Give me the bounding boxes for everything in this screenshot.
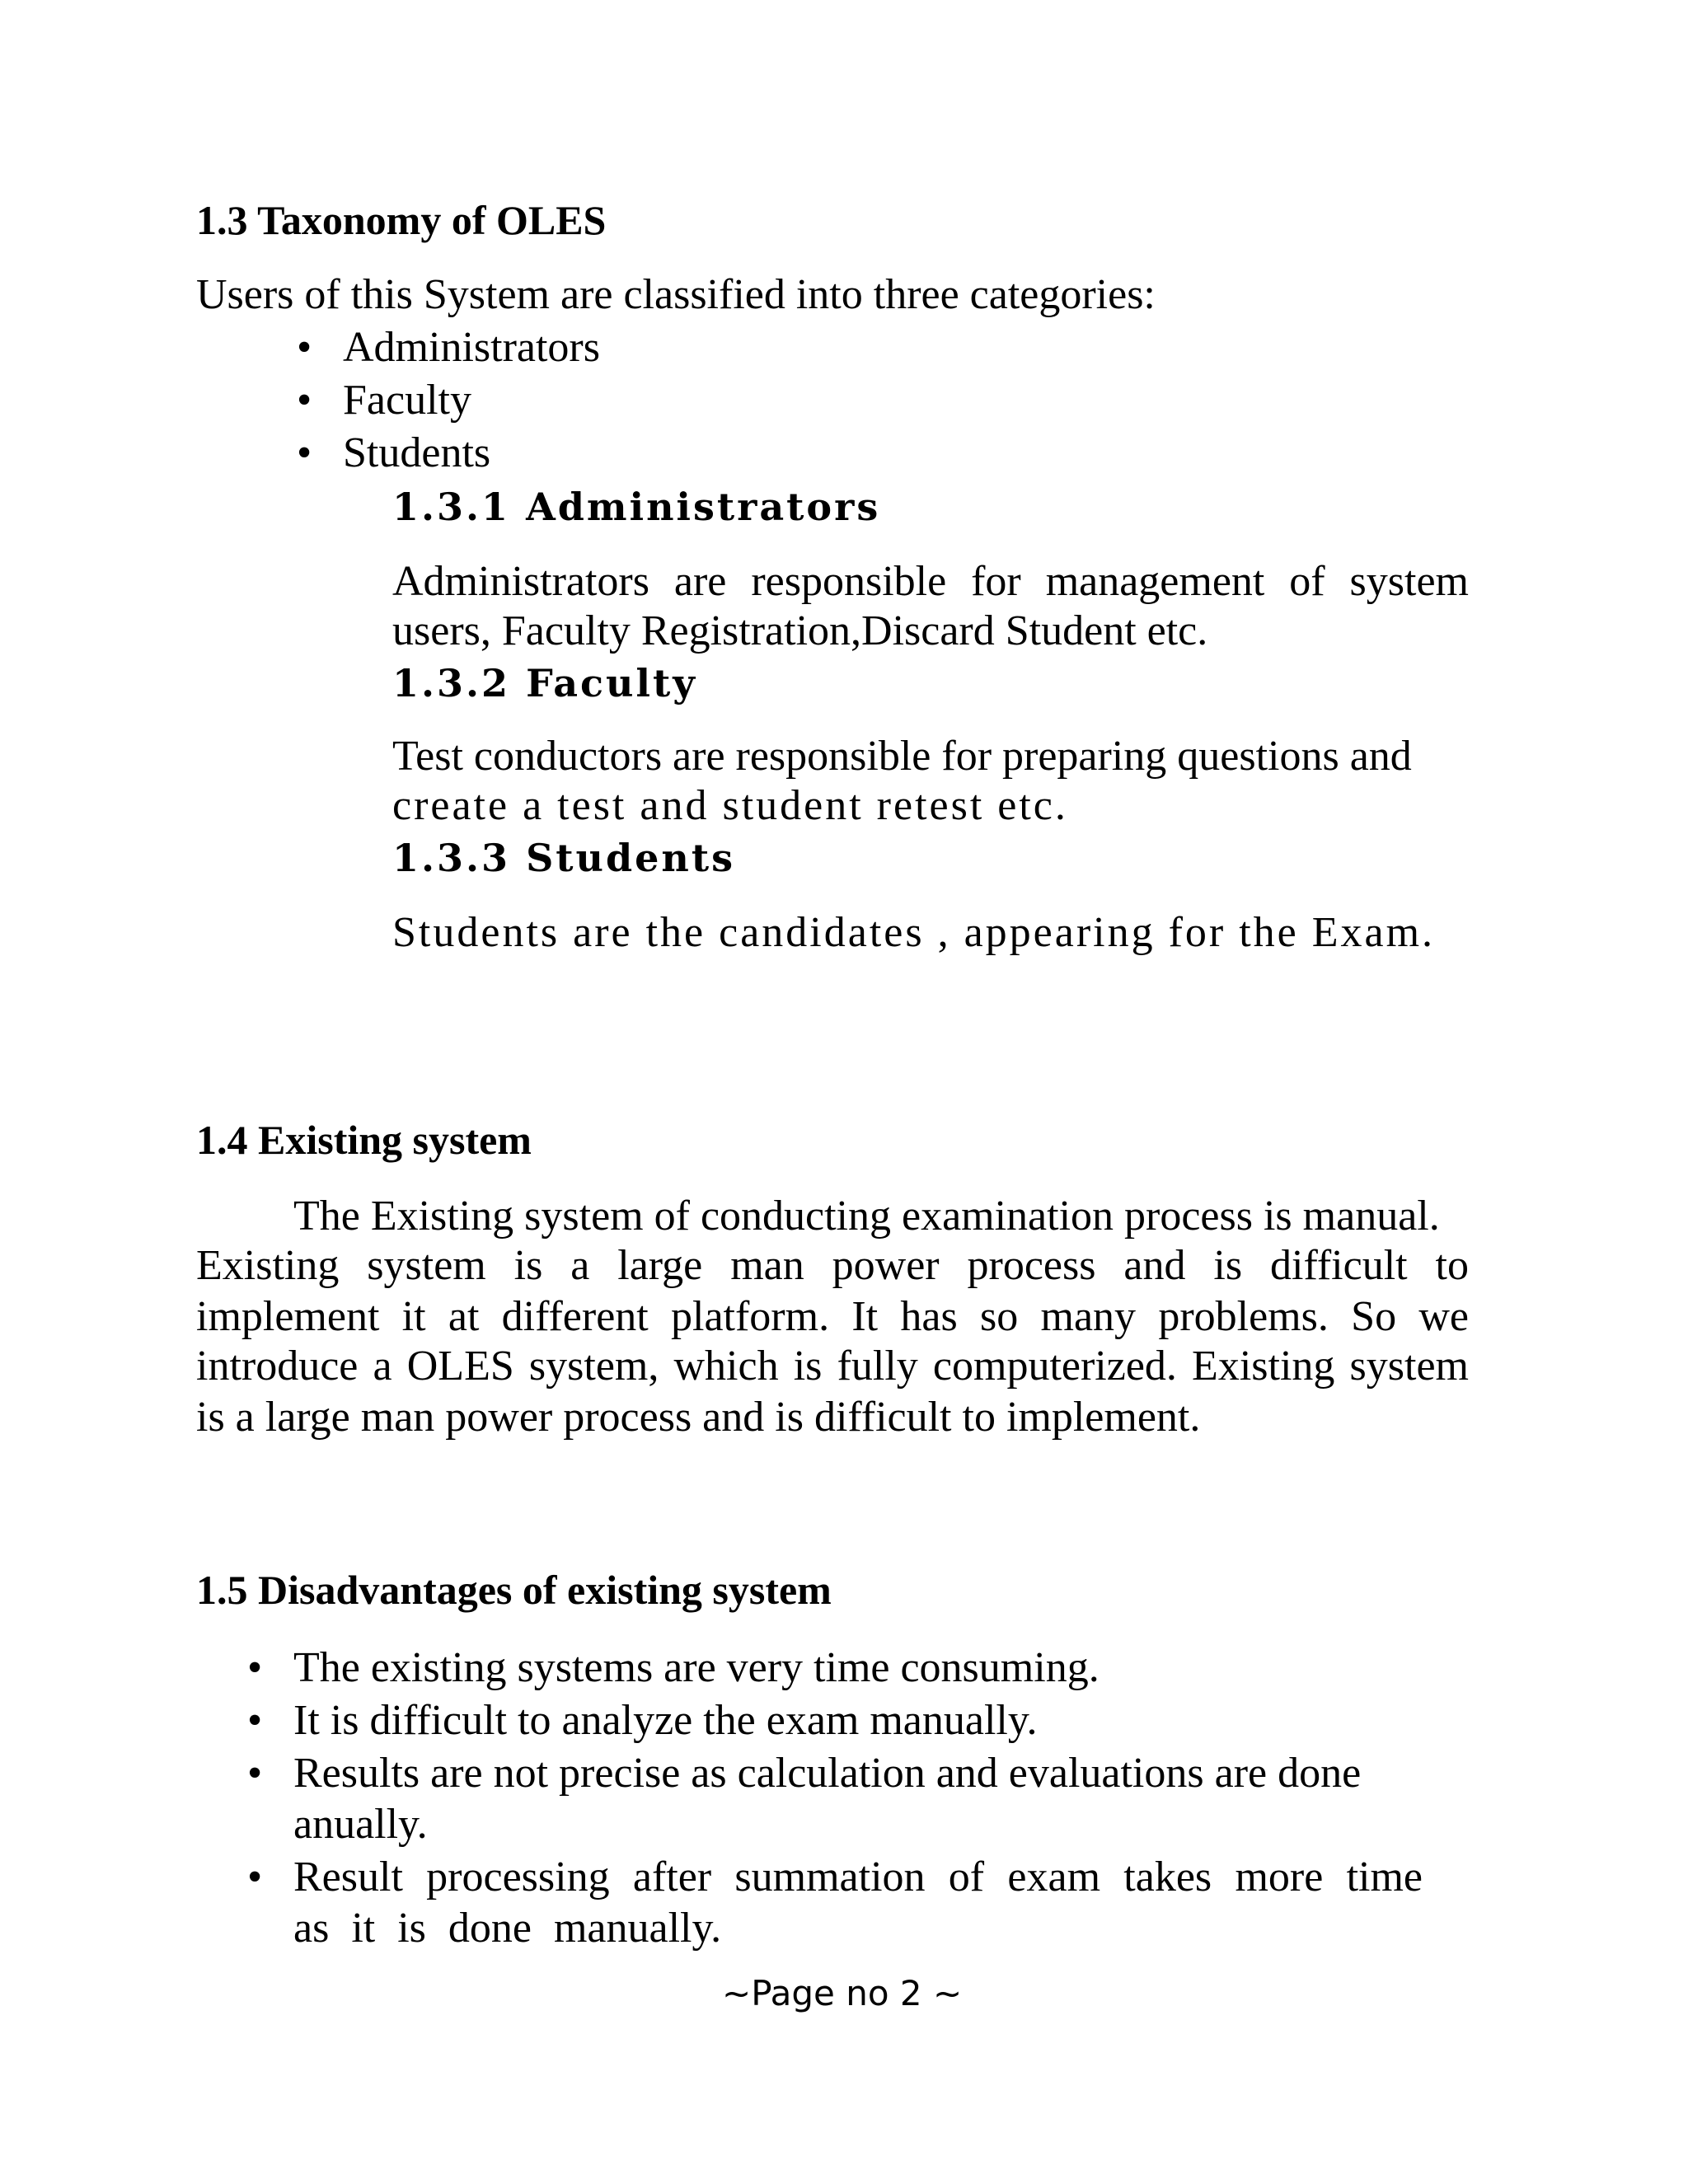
bullet-icon: •	[297, 377, 312, 424]
subsection-1-3-1-heading: 1.3.1 Administrators	[392, 485, 881, 529]
section-1-4-line: The Existing system of conducting examination process is manual.	[293, 1193, 1440, 1240]
list-item: The existing systems are very time consuming.	[293, 1644, 1100, 1691]
subsection-1-3-3-line: Students are the candidates , appearing for the Exam.	[392, 909, 1436, 956]
bullet-icon: •	[247, 1644, 263, 1691]
category-item: Faculty	[343, 377, 471, 424]
page-number: ~Page no 2 ~	[722, 1973, 963, 2013]
category-item: Administrators	[343, 324, 600, 371]
list-item-continued: as it is done manually.	[293, 1905, 722, 1952]
subsection-1-3-1-line: users, Faculty Registration,Discard Student etc.	[392, 607, 1208, 654]
section-1-4-line: implement it at different platform. It has so many problems. So we	[196, 1293, 1469, 1340]
section-1-4-heading: 1.4 Existing system	[196, 1117, 532, 1163]
list-item: Result processing after summation of exam takes more time	[293, 1854, 1423, 1900]
section-1-3-heading: 1.3 Taxonomy of OLES	[196, 197, 607, 243]
subsection-1-3-1-line: Administrators are responsible for management of system	[392, 558, 1469, 605]
section-1-4-line: introduce a OLES system, which is fully computerized. Existing system	[196, 1343, 1469, 1390]
bullet-icon: •	[247, 1854, 263, 1900]
subsection-1-3-2-line: Test conductors are responsible for preparing questions and	[392, 733, 1412, 780]
category-item: Students	[343, 429, 491, 476]
bullet-icon: •	[297, 429, 312, 476]
subsection-1-3-3-heading: 1.3.3 Students	[392, 836, 735, 880]
list-item: Results are not precise as calculation and evaluations are done	[293, 1750, 1362, 1797]
bullet-icon: •	[297, 324, 312, 371]
bullet-icon: •	[247, 1697, 263, 1744]
subsection-1-3-2-line: create a test and student retest etc.	[392, 782, 1068, 829]
section-1-5-heading: 1.5 Disadvantages of existing system	[196, 1567, 832, 1613]
bullet-icon: •	[247, 1750, 263, 1797]
list-item-continued: anually.	[293, 1801, 428, 1848]
list-item: It is difficult to analyze the exam manually.	[293, 1697, 1038, 1744]
section-1-4-line: is a large man power process and is difficult to implement.	[196, 1394, 1201, 1441]
subsection-1-3-2-heading: 1.3.2 Faculty	[392, 661, 697, 705]
section-1-4-line: Existing system is a large man power process and is difficult to	[196, 1242, 1469, 1289]
section-1-3-intro: Users of this System are classified into three categories:	[196, 271, 1156, 318]
